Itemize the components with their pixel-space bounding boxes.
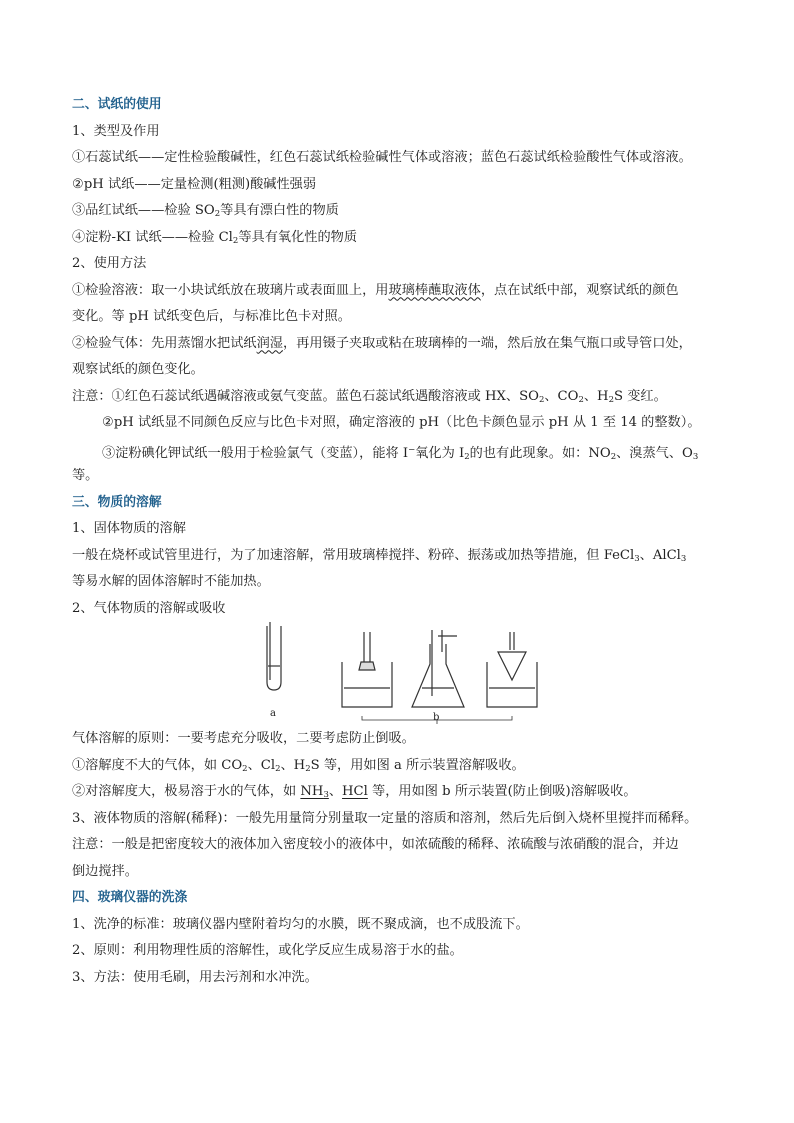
item-litmus: ①石蕊试纸——定性检验酸碱性，红色石蕊试纸检验碱性气体或溶液；蓝色石蕊试纸检验酸性气体或溶液。 (72, 150, 692, 165)
liquid-note-cont: 倒边搅拌。 (72, 863, 138, 879)
section-heading-washing: 四、玻璃仪器的洗涤 (72, 890, 188, 905)
apparatus-figure (72, 622, 732, 726)
gas-high-solubility: ②对溶解度大，极易溶于水的气体，如 $NH_3$、HCl 等，用如图 b 所示装置(防止倒吸)溶解吸收。 (72, 784, 637, 800)
section-heading-test-paper: 二、试纸的使用 (72, 97, 162, 112)
liquid-note: 注意：一般是把密度较大的液体加入密度较小的液体中，如浓硫酸的稀释、浓硫酸与浓硝酸的混合，并边 (72, 837, 679, 852)
subheading-gas: 2、气体物质的溶解或吸收 (72, 600, 226, 616)
subheading-types: 1、类型及作用 (72, 123, 160, 139)
figure-label-a: a (270, 708, 276, 719)
liquid-dissolution: 3、液体物质的溶解(稀释)：一般先用量筒分别量取一定量的溶质和溶剂，然后先后倒入烧杯里搅拌而稀释。 (72, 810, 698, 826)
note-ph: ②pH 试纸显不同颜色反应与比色卡对照，确定溶液的 pH（比色卡颜色显示 pH 从 1 至 14 的整数）。 (102, 415, 701, 430)
subheading-method: 2、使用方法 (72, 256, 147, 271)
item-starch-ki-paper: ④淀粉-KI 试纸——检验 $Cl_2$等具有氧化性的物质 (72, 229, 358, 246)
flask (412, 644, 464, 707)
gas-low-solubility: ①溶解度不大的气体，如 $CO_2$、$Cl_2$、$H_2S$ 等，用如图 a 所示装置溶解吸收。 (72, 757, 525, 774)
method-test-gas-cont: 观察试纸的颜色变化。 (72, 362, 204, 377)
test-tube (267, 626, 281, 690)
document-page (72, 92, 732, 991)
figure-label-b: b (433, 712, 440, 723)
washing-standard: 1、洗净的标准：玻璃仪器内壁附着均匀的水膜，既不聚成滴，也不成股流下。 (72, 916, 529, 932)
gas-principle: 气体溶解的原则：一要考虑充分吸收，二要考虑防止倒吸。 (72, 731, 415, 746)
subheading-solid: 1、固体物质的溶解 (72, 521, 186, 536)
solid-dissolution-cont: 等易水解的固体溶解时不能加热。 (72, 574, 270, 589)
beaker-2 (487, 662, 537, 707)
note-starch-ki-cont: 等。 (72, 468, 99, 483)
solid-dissolution: 一般在烧杯或试管里进行，为了加速溶解，常用玻璃棒搅拌、粉碎、振荡或加热等措施，但 FeCl$_3$、AlCl$_3$ (72, 547, 687, 564)
washing-principle: 2、原则：利用物理性质的溶解性，或化学反应生成易溶于水的盐。 (72, 943, 463, 958)
item-magenta-paper: ③品红试纸——检验 $SO_2$等具有漂白性的物质 (72, 203, 339, 219)
item-ph-paper: ②pH 试纸——定量检测(粗测)酸碱性强弱 (72, 176, 317, 192)
method-test-solution-cont: 变化。等 pH 试纸变色后，与标准比色卡对照。 (72, 309, 351, 324)
gas-absorption-apparatus (262, 622, 552, 726)
method-test-solution: ①检验溶液：取一小块试纸放在玻璃片或表面皿上，用玻璃棒蘸取液体，点在试纸中部，观察试纸的颜色 (72, 282, 679, 298)
note-starch-ki: ③淀粉碘化钾试纸一般用于检验氯气（变蓝），能将 I−氧化为 $I_2$的也有此现象。如：$NO_2$、溴蒸气、$O_3$ (102, 444, 699, 462)
section-heading-dissolution: 三、物质的溶解 (72, 494, 162, 510)
note-litmus: 注意：①红色石蕊试纸遇碱溶液或氨气变蓝。蓝色石蕊试纸遇酸溶液或 HX、$SO_2$、$CO_2$、$H_2S$ 变红。 (72, 388, 667, 405)
washing-method: 3、方法：使用毛刷，用去污剂和水冲洗。 (72, 969, 318, 985)
method-test-gas: ②检验气体：先用蒸馏水把试纸润湿，再用镊子夹取或粘在玻璃棒的一端，然后放在集气瓶口或导管口处， (72, 335, 692, 351)
